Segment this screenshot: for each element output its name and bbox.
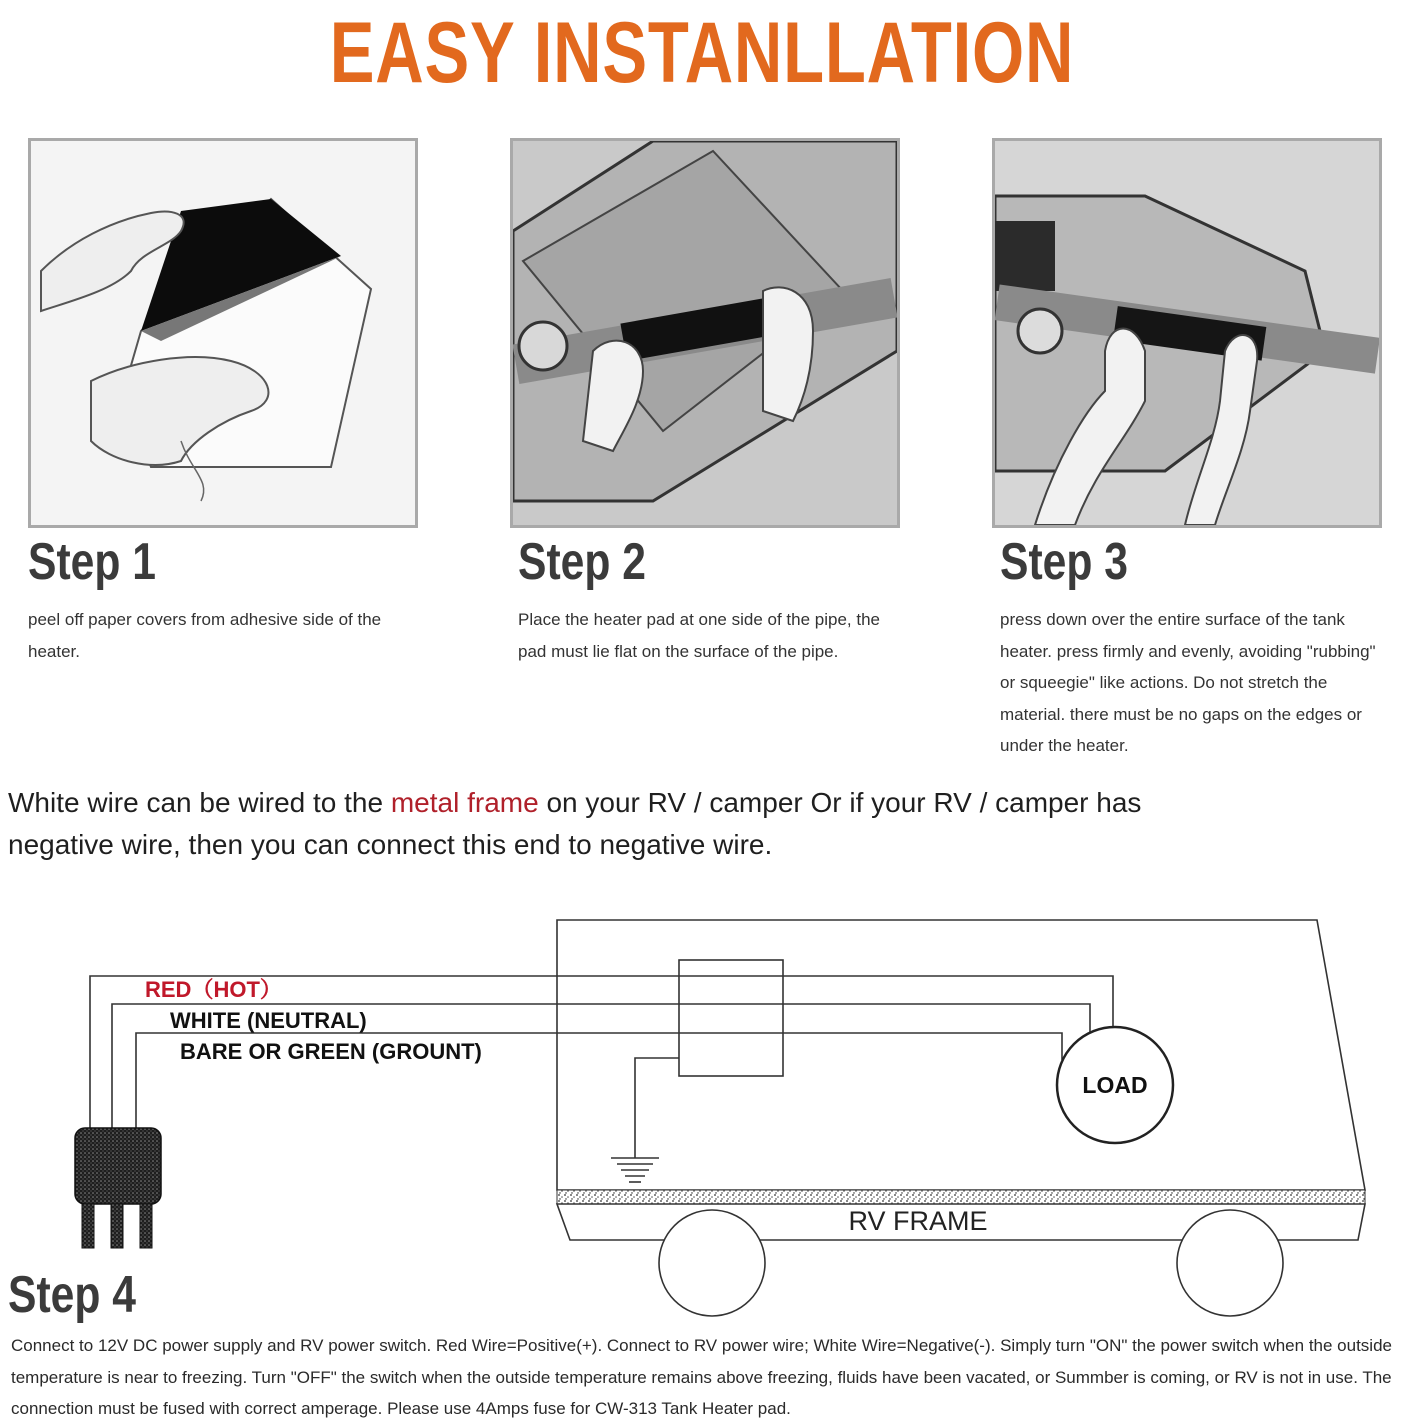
rv-front-wheel [659, 1210, 765, 1316]
white-wire-label: WHITE (NEUTRAL) [170, 1008, 367, 1033]
step-1-heading: Step 1 [28, 533, 156, 591]
step-2-text: Place the heater pad at one side of the pipe, the pad must lie flat on the surface of the pipe. [518, 610, 880, 661]
step-4-heading: Step 4 [8, 1266, 136, 1324]
step-1-text: peel off paper covers from adhesive side of the heater. [28, 610, 382, 661]
rv-rear-wheel [1177, 1210, 1283, 1316]
step-3-text: press down over the entire surface of the tank heater. press firmly and evenly, avoiding "rubbing" or squeegie" like actions. Do not stretch the material. there must be no gaps on the edges or under the heater. [1000, 610, 1376, 755]
wiring-diagram [0, 900, 1404, 1325]
ground-wire-label: BARE OR GREEN (GROUNT) [180, 1039, 482, 1064]
rv-frame-label: RV FRAME [848, 1206, 988, 1236]
peel-cover-illustration [31, 141, 415, 525]
page-title: EASY INSTANLLATION [329, 5, 1075, 101]
place-pad-illustration [513, 141, 897, 525]
rv-frame-bar [557, 1190, 1365, 1204]
wiring-note-after: on your RV / camper Or if your RV / camper has negative wire, then you can connect this end to negative wire. [8, 787, 1142, 860]
load-label: LOAD [1082, 1072, 1148, 1098]
red-wire-label: RED（HOT） [145, 977, 282, 1002]
ground-symbol-icon [611, 1158, 659, 1182]
step-2-heading: Step 2 [518, 533, 646, 591]
ground-lead [635, 1058, 679, 1158]
switch-box [679, 960, 783, 1076]
step-3-heading: Step 3 [1000, 533, 1128, 591]
plug-icon [75, 1128, 161, 1248]
step-3-illustration [992, 138, 1382, 528]
step-4-text: Connect to 12V DC power supply and RV power switch. Red Wire=Positive(+). Connect to RV power wire; White Wire=Negative(-). Simply turn "ON" the power switch when the outside temperature is near to freezing. Turn "OFF" the switch when the outside temperature remains above freezing, fluids have been vacated, or Summber is coming, or RV is not in use. The connection must be fused with correct amperage. Please use 4Amps fuse for CW-313 Tank Heater pad. [11, 1336, 1392, 1418]
wiring-note-before: White wire can be wired to the [8, 787, 391, 818]
wiring-note [8, 782, 1228, 866]
press-down-illustration [995, 141, 1379, 525]
wiring-note-highlight: metal frame [390, 787, 539, 818]
step-2-illustration [510, 138, 900, 528]
step-1-illustration [28, 138, 418, 528]
